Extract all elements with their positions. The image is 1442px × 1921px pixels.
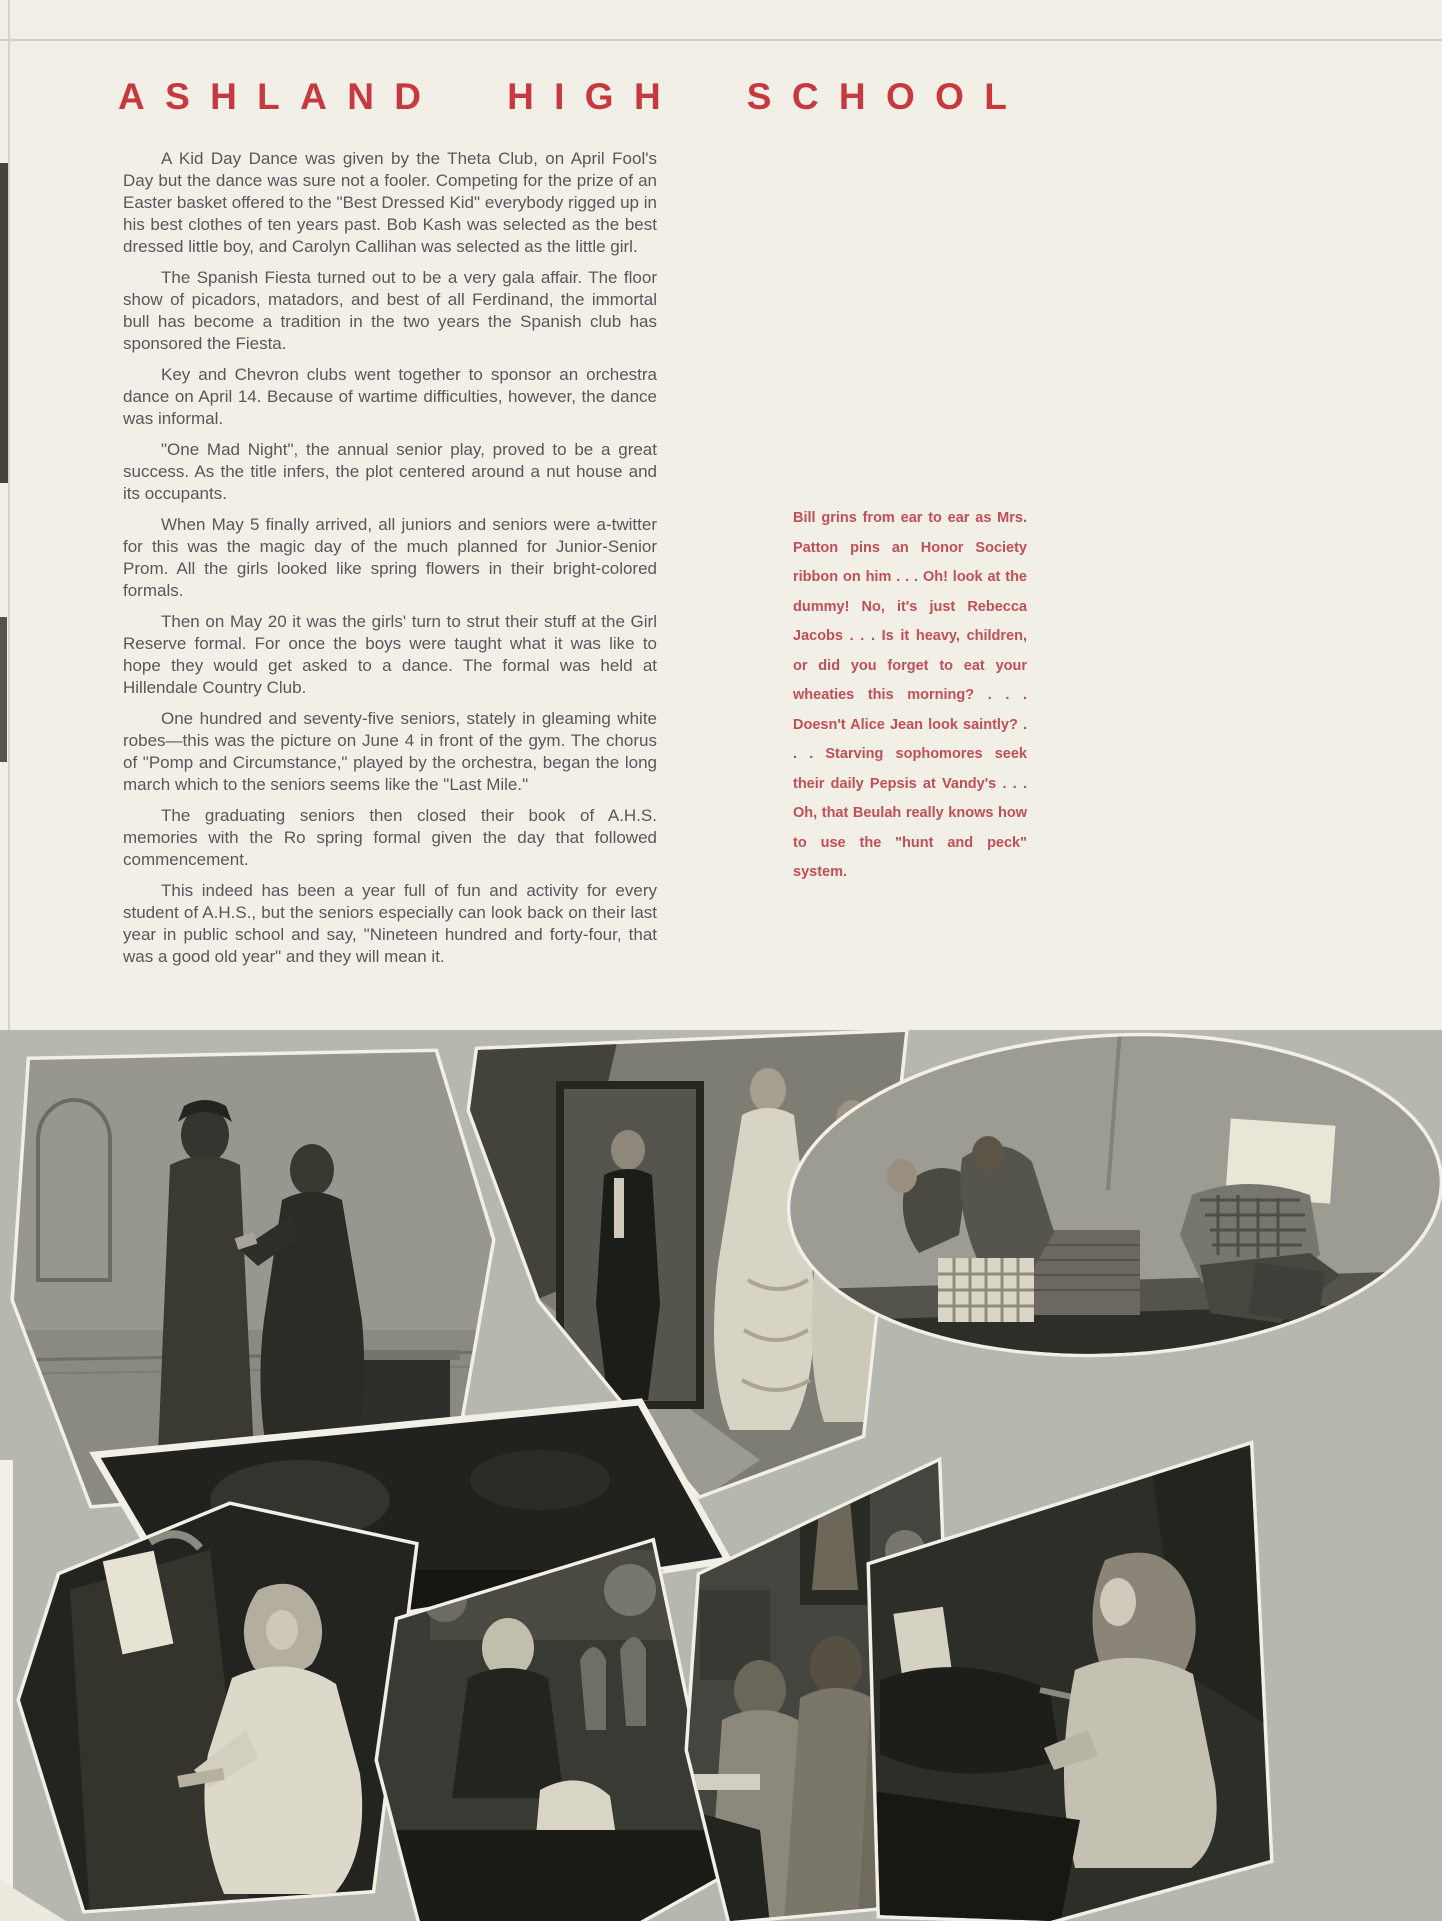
photo-collage — [0, 1030, 1442, 1921]
body-paragraph: When May 5 finally arrived, all juniors and seniors were a-twitter for this was the magic day of the much planned for Junior-Senior Prom. All the girls looked like spring flowers in their bright-colored formals. — [123, 515, 657, 600]
paper-margin-sliver — [0, 1460, 13, 1921]
photo-caption-sidebar: Bill grins from ear to ear as Mrs. Patton pins an Honor Society ribbon on him . . . Oh! look at the dummy! No, it's just Rebecca Jacobs . . . Is it heavy, children, or did you forget to eat your wheaties this morning? . . . Doesn't Alice Jean look saintly? . . . Starving sophomores seek their daily Pepsis at Vandy's . . . Oh, that Beulah really knows how to use the "hunt and peck" system. — [793, 510, 1027, 880]
body-paragraph: The graduating seniors then closed their book of A.H.S. memories with the Ro spring formal given the day that followed commencement. — [123, 806, 657, 869]
binding-shadow-lower — [0, 617, 7, 762]
scan-line-horizontal — [0, 39, 1442, 41]
body-paragraph: A Kid Day Dance was given by the Theta Club, on April Fool's Day but the dance was sure not a fooler. Competing for the prize of an Easter basket offered to the "Best Dressed Kid" everybody rigged up in his best clothes of ten years past. Bob Kash was selected as the best dressed little boy, and Carolyn Callihan was selected as the little girl. — [123, 149, 657, 256]
binding-shadow-upper — [0, 163, 8, 483]
body-paragraph: This indeed has been a year full of fun and activity for every student of A.H.S., but the seniors especially can look back on their last year in public school and say, "Nineteen hundred and forty-four, that was a good old year" and they will mean it. — [123, 881, 657, 966]
body-paragraph: The Spanish Fiesta turned out to be a very gala affair. The floor show of picadors, matadors, and best of all Ferdinand, the immortal bull has become a tradition in the two years the Spanish club has sponsored the Fiesta. — [123, 268, 657, 353]
body-paragraph: One hundred and seventy-five seniors, stately in gleaming white robes—this was the picture on June 4 in front of the gym. The chorus of "Pomp and Circumstance," played by the orchestra, began the long march which to the seniors seems like the "Last Mile." — [123, 709, 657, 794]
body-paragraph: "One Mad Night", the annual senior play, proved to be a great success. As the title infers, the plot centered around a nut house and its occupants. — [123, 440, 657, 503]
body-paragraph: Key and Chevron clubs went together to sponsor an orchestra dance on April 14. Because of wartime difficulties, however, the dance was informal. — [123, 365, 657, 428]
body-text-column — [123, 148, 657, 977]
page-title: ASHLAND HIGH SCHOOL — [118, 76, 1028, 117]
body-paragraph: Then on May 20 it was the girls' turn to strut their stuff at the Girl Reserve formal. For once the boys were taught what it was like to hope they would get asked to a dance. The formal was held at Hillendale Country Club. — [123, 612, 657, 697]
scan-line-vertical — [8, 0, 10, 1030]
